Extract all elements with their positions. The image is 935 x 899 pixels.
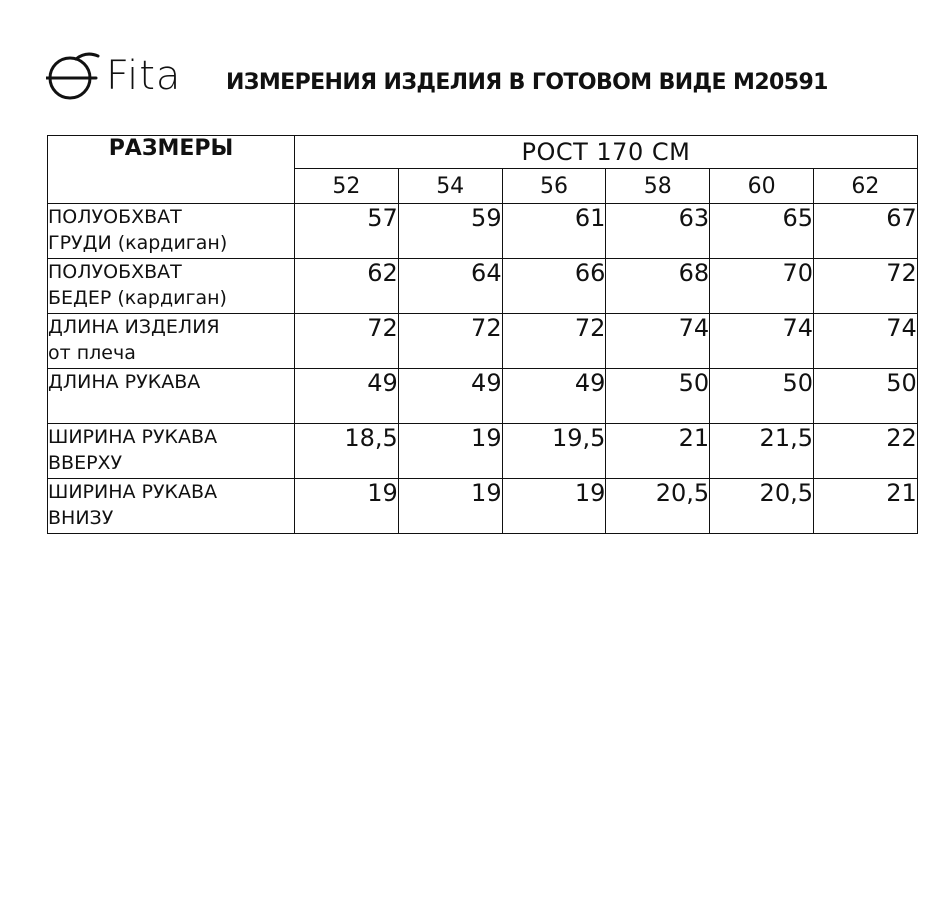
height-header: РОСТ 170 СМ [295, 136, 918, 169]
measurement-value: 19 [295, 479, 399, 534]
measurement-value: 50 [606, 369, 710, 424]
measurement-value: 74 [710, 314, 814, 369]
measurement-value: 63 [606, 204, 710, 259]
table-row [48, 424, 918, 479]
measurement-value: 50 [710, 369, 814, 424]
brand-logo [46, 48, 206, 104]
measurement-value: 19 [398, 424, 502, 479]
size-header-62: 62 [813, 169, 917, 204]
measurement-value: 59 [398, 204, 502, 259]
measurement-value: 21 [813, 479, 917, 534]
document-title: ИЗМЕРЕНИЯ ИЗДЕЛИЯ В ГОТОВОМ ВИДЕ М20591 [226, 70, 828, 95]
measurement-value: 22 [813, 424, 917, 479]
size-header-54: 54 [398, 169, 502, 204]
measurement-value: 72 [398, 314, 502, 369]
table-row [48, 369, 918, 424]
measurement-value: 74 [813, 314, 917, 369]
measurement-value: 20,5 [710, 479, 814, 534]
sizes-header: РАЗМЕРЫ [48, 136, 295, 204]
fita-emblem-icon [46, 50, 102, 102]
measurement-value: 72 [813, 259, 917, 314]
table-row [48, 314, 918, 369]
table-row [48, 479, 918, 534]
size-header-52: 52 [295, 169, 399, 204]
measurement-value: 74 [606, 314, 710, 369]
size-header-56: 56 [502, 169, 606, 204]
measurement-value: 20,5 [606, 479, 710, 534]
row-label: ДЛИНА РУКАВА [48, 369, 295, 424]
measurement-value: 49 [295, 369, 399, 424]
table-row [48, 259, 918, 314]
measurement-value: 19 [502, 479, 606, 534]
measurement-value: 68 [606, 259, 710, 314]
measurement-value: 66 [502, 259, 606, 314]
measurement-value: 72 [502, 314, 606, 369]
row-label: ПОЛУОБХВАТ ГРУДИ (кардиган) [48, 204, 295, 259]
row-label: ПОЛУОБХВАТ БЕДЕР (кардиган) [48, 259, 295, 314]
measurement-value: 57 [295, 204, 399, 259]
measurement-value: 72 [295, 314, 399, 369]
measurement-value: 19 [398, 479, 502, 534]
measurement-value: 21 [606, 424, 710, 479]
measurement-value: 62 [295, 259, 399, 314]
table-header-row [48, 136, 918, 169]
size-header-58: 58 [606, 169, 710, 204]
measurements-table [47, 135, 918, 534]
row-label: ШИРИНА РУКАВА ВНИЗУ [48, 479, 295, 534]
row-label: ДЛИНА ИЗДЕЛИЯ от плеча [48, 314, 295, 369]
row-label: ШИРИНА РУКАВА ВВЕРХУ [48, 424, 295, 479]
measurement-value: 49 [398, 369, 502, 424]
measurement-value: 18,5 [295, 424, 399, 479]
measurement-value: 21,5 [710, 424, 814, 479]
measurement-value: 50 [813, 369, 917, 424]
measurement-value: 64 [398, 259, 502, 314]
table-row [48, 204, 918, 259]
measurement-value: 61 [502, 204, 606, 259]
size-header-60: 60 [710, 169, 814, 204]
measurement-value: 49 [502, 369, 606, 424]
brand-name: Fita [106, 53, 182, 99]
measurement-value: 19,5 [502, 424, 606, 479]
measurement-value: 65 [710, 204, 814, 259]
measurement-value: 67 [813, 204, 917, 259]
measurement-value: 70 [710, 259, 814, 314]
table-body [48, 204, 918, 534]
